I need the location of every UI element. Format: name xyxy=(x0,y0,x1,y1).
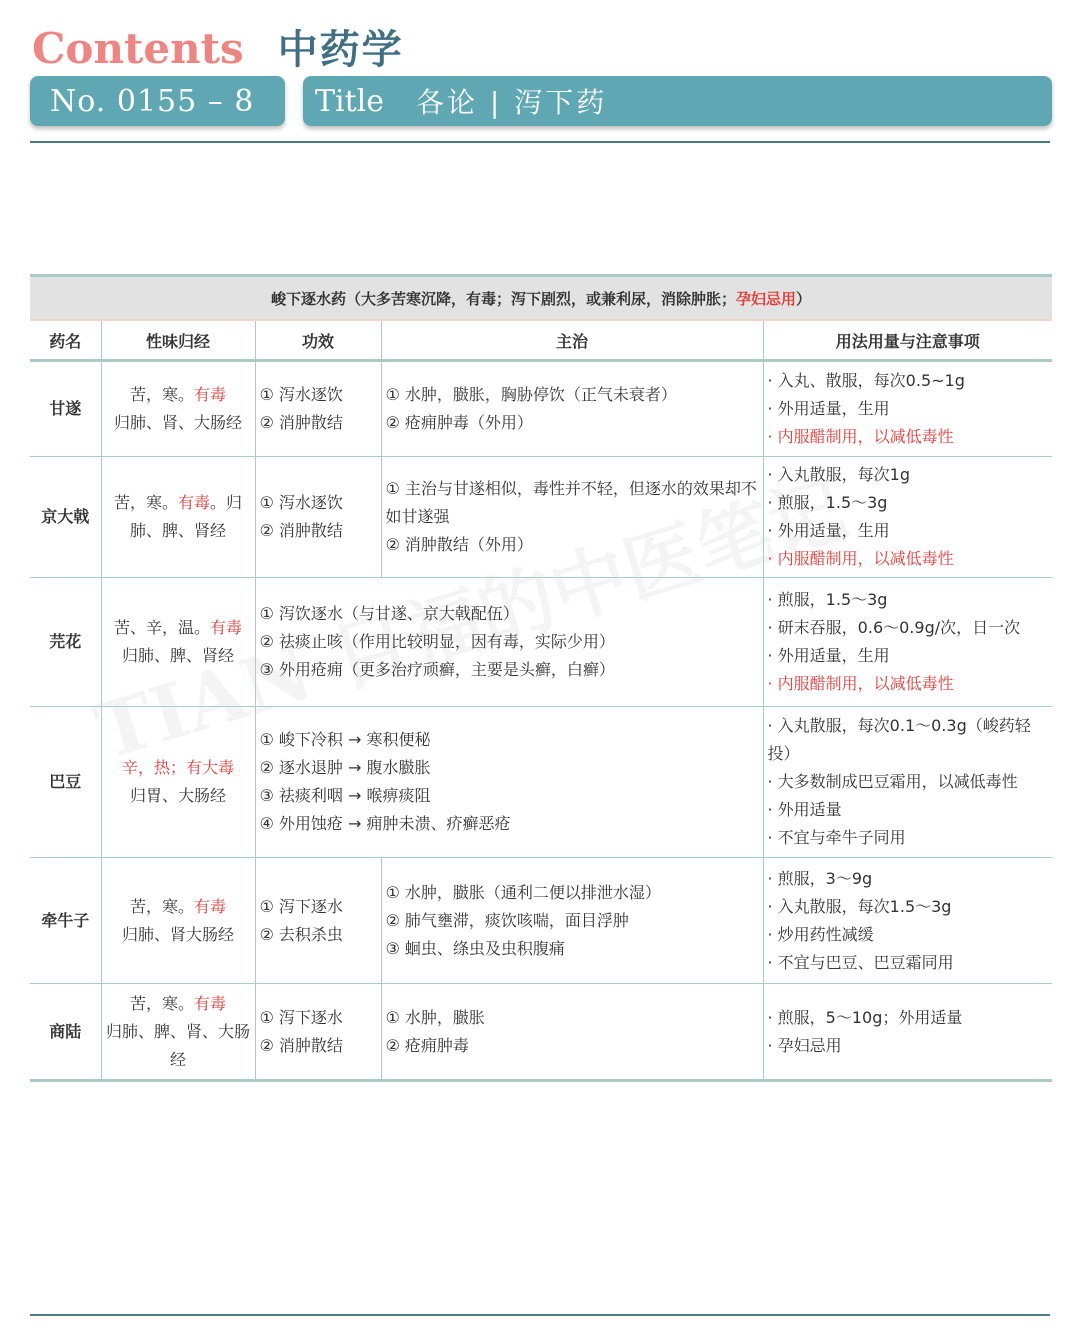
herb-property xyxy=(101,858,255,984)
prop-text: 苦、辛，温。 xyxy=(113,618,210,637)
prop-text: 苦，寒。 xyxy=(129,993,194,1013)
herb-name: 牵牛子 xyxy=(30,858,101,984)
title-text: 各论 | 泻下药 xyxy=(416,86,608,119)
herb-name: 甘遂 xyxy=(30,361,101,457)
usage-item: · 不宜与巴豆、巴豆霜同用 xyxy=(767,952,954,972)
toxicity: 有毒 xyxy=(177,493,210,512)
prop-text: 苦，寒。 xyxy=(113,493,178,512)
herb-usage xyxy=(763,361,1052,457)
herb-name: 商陆 xyxy=(30,984,101,1081)
usage-item: · 不宜与牵牛子同用 xyxy=(767,828,906,847)
effect-item: ② 祛痰止咳（作用比较明显，因有毒，实际少用） xyxy=(259,632,615,651)
indication-item: ② 疮痈肿毒（外用） xyxy=(385,413,533,432)
usage-item: · 入丸散服，每次1g xyxy=(767,465,911,484)
herb-property xyxy=(101,984,255,1081)
subject-title: 中药学 xyxy=(277,27,404,73)
meridian: 。归肺、脾、肾经 xyxy=(129,493,243,540)
herb-usage xyxy=(763,578,1052,707)
usage-item: · 煎服，1.5～3g xyxy=(767,590,888,609)
effect-item: ② 逐水退肿 → 腹水臌胀 xyxy=(259,758,431,777)
effect-item: ① 峻下冷积 → 寒积便秘 xyxy=(259,730,431,749)
effect-item: ④ 外用蚀疮 → 痈肿未溃、疥癣恶疮 xyxy=(259,814,511,833)
herb-name: 京大戟 xyxy=(30,457,101,578)
bottom-divider xyxy=(30,1314,1050,1316)
herb-usage xyxy=(763,858,1052,984)
caption-end: ） xyxy=(796,289,812,308)
usage-item: · 煎服，3～9g xyxy=(767,868,873,888)
meridian: 归肺、脾、肾、大肠经 xyxy=(105,1021,250,1069)
usage-warning: · 内服醋制用，以减低毒性 xyxy=(767,549,954,568)
usage-item: · 入丸、散服，每次0.5~1g xyxy=(767,371,965,390)
col-header-name: 药名 xyxy=(30,320,101,361)
herb-name: 巴豆 xyxy=(30,707,101,858)
number-badge xyxy=(30,76,285,126)
table-row xyxy=(30,858,1052,984)
indication-item: ② 疮痈肿毒 xyxy=(385,1035,469,1055)
table-row xyxy=(30,457,1052,578)
contents-label: Contents xyxy=(32,24,244,73)
table-row xyxy=(30,984,1052,1081)
usage-item: · 炒用药性减缓 xyxy=(767,924,874,944)
effect-item: ① 泻水逐饮 xyxy=(259,493,343,512)
toxicity: 辛，热；有大毒 xyxy=(121,758,234,777)
toxicity: 有毒 xyxy=(210,618,243,637)
usage-item: · 入丸散服，每次0.1～0.3g（峻药轻投） xyxy=(767,716,1031,763)
herb-indication xyxy=(381,361,763,457)
effect-item: ① 泻下逐水 xyxy=(259,1007,343,1027)
effect-item: ① 泻下逐水 xyxy=(259,896,343,916)
title-badge xyxy=(303,76,1052,126)
table-caption xyxy=(30,276,1052,321)
meridian: 归肺、肾大肠经 xyxy=(121,924,234,944)
effect-item: ② 消肿散结 xyxy=(259,1035,343,1055)
herb-usage xyxy=(763,707,1052,858)
herb-property xyxy=(101,707,255,858)
indication-item: ① 主治与甘遂相似，毒性并不轻，但逐水的效果却不如甘遂强 xyxy=(385,479,757,526)
header xyxy=(32,18,404,74)
herb-effect xyxy=(255,984,381,1081)
usage-item: · 煎服，5～10g；外用适量 xyxy=(767,1007,963,1027)
effect-item: ③ 外用疮痈（更多治疗顽癣，主要是头癣，白癣） xyxy=(259,660,615,679)
herb-effect-indication xyxy=(255,578,763,707)
herb-effect xyxy=(255,361,381,457)
table-row xyxy=(30,707,1052,858)
indication-item: ① 水肿，臌胀，胸胁停饮（正气未衰者） xyxy=(385,385,677,404)
indication-item: ② 肺气壅滞，痰饮咳喘，面目浮肿 xyxy=(385,910,629,930)
usage-item: · 孕妇忌用 xyxy=(767,1035,842,1055)
col-header-indication: 主治 xyxy=(381,320,763,361)
herb-effect xyxy=(255,858,381,984)
indication-item: ③ 蛔虫、绦虫及虫积腹痛 xyxy=(385,938,565,958)
meridian: 归肺、肾、大肠经 xyxy=(113,413,242,432)
meridian: 归肺、脾、肾经 xyxy=(121,646,234,665)
usage-item: · 大多数制成巴豆霜用，以减低毒性 xyxy=(767,772,1018,791)
effect-item: ② 消肿散结 xyxy=(259,521,343,540)
herb-usage xyxy=(763,457,1052,578)
usage-item: · 外用适量，生用 xyxy=(767,646,890,665)
effect-item: ③ 祛痰利咽 → 喉痹痰阻 xyxy=(259,786,431,805)
indication-item: ② 消肿散结（外用） xyxy=(385,535,533,554)
effect-item: ① 泻饮逐水（与甘遂、京大戟配伍） xyxy=(259,604,519,623)
herb-indication xyxy=(381,457,763,578)
herb-table xyxy=(30,274,1052,1082)
usage-item: · 研末吞服，0.6～0.9g/次，日一次 xyxy=(767,618,1021,637)
meridian: 归胃、大肠经 xyxy=(129,786,226,805)
usage-warning: · 内服醋制用，以减低毒性 xyxy=(767,427,954,446)
toxicity: 有毒 xyxy=(194,896,227,916)
prop-text: 苦，寒。 xyxy=(129,896,194,916)
header-row xyxy=(30,320,1052,361)
usage-item: · 外用适量，生用 xyxy=(767,521,890,540)
col-header-usage: 用法用量与注意事项 xyxy=(763,320,1052,361)
usage-item: · 外用适量，生用 xyxy=(767,399,890,418)
top-divider xyxy=(30,141,1050,143)
table-row xyxy=(30,578,1052,707)
herb-property xyxy=(101,457,255,578)
toxicity: 有毒 xyxy=(194,993,227,1013)
col-header-property: 性味归经 xyxy=(101,320,255,361)
caption-warning: 孕妇忌用 xyxy=(736,289,797,308)
number-text: No. 0155 – 8 xyxy=(50,83,255,119)
indication-item: ① 水肿，臌胀（通利二便以排泄水湿） xyxy=(385,882,661,902)
usage-item: · 外用适量 xyxy=(767,800,842,819)
herb-usage xyxy=(763,984,1052,1081)
table-row xyxy=(30,361,1052,457)
herb-property xyxy=(101,578,255,707)
herb-effect xyxy=(255,457,381,578)
effect-item: ① 泻水逐饮 xyxy=(259,385,343,404)
herb-name: 芫花 xyxy=(30,578,101,707)
usage-item: · 入丸散服，每次1.5～3g xyxy=(767,896,952,916)
usage-warning: · 内服醋制用，以减低毒性 xyxy=(767,674,954,693)
herb-indication xyxy=(381,858,763,984)
toxicity: 有毒 xyxy=(194,385,227,404)
usage-item: · 煎服，1.5～3g xyxy=(767,493,888,512)
indication-item: ① 水肿，臌胀 xyxy=(385,1007,485,1027)
effect-item: ② 去积杀虫 xyxy=(259,924,343,944)
col-header-effect: 功效 xyxy=(255,320,381,361)
effect-item: ② 消肿散结 xyxy=(259,413,343,432)
caption-main: 峻下逐水药（大多苦寒沉降，有毒；泻下剧烈，或兼利尿，消除肿胀； xyxy=(270,289,736,308)
title-label: Title xyxy=(315,83,385,119)
herb-indication xyxy=(381,984,763,1081)
herb-property xyxy=(101,361,255,457)
herb-effect-indication xyxy=(255,707,763,858)
prop-text: 苦，寒。 xyxy=(129,385,194,404)
